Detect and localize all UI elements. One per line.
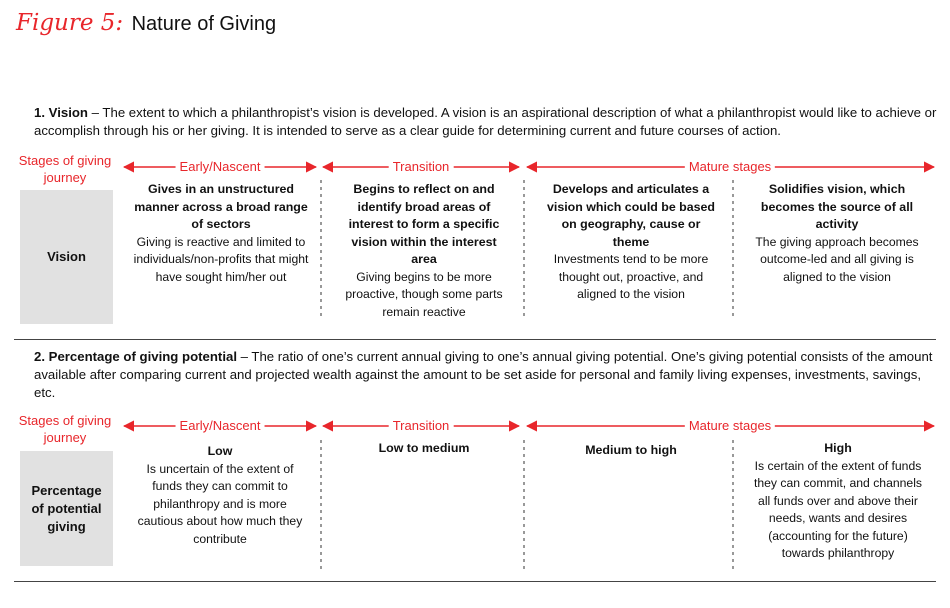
vision-description-text: – The extent to which a philanthropist’s vision is developed. A vision is an aspirational description of what a philanthropist would like to achieve or accomplish through his or her giving. It is intended to serve as a clear guide for determining current and future courses of action. — [34, 105, 937, 138]
stage-mature-2: Mature stages — [685, 418, 775, 434]
stage-mature-1: Mature stages — [685, 159, 775, 175]
potential-row-label: Percentage of potential giving — [20, 451, 113, 566]
potential-early-text: Is uncertain of the extent of funds they can commit to philanthropy and is more cautious about how much they contribute — [137, 461, 303, 546]
potential-description-text: – The ratio of one’s current annual giving to one’s annual giving potential. One’s giving potential consists of the amount available after comparing current and projected wealth against the amount to be set aside for personal and family living expenses, investments, savings, etc. — [34, 349, 933, 400]
potential-early-bold: Low — [207, 444, 233, 458]
potential-col-transition — [339, 440, 509, 458]
vision-col-advanced — [752, 181, 922, 286]
stages-label-1: Stages of giving journey — [18, 153, 112, 185]
vision-advanced-text: The giving approach becomes outcome-led and all giving is aligned to the vision — [755, 234, 919, 284]
vision-transition-bold: Begins to reflect on and identify broad areas of interest to form a specific vision within the interest area — [348, 182, 500, 266]
vision-description — [34, 104, 939, 140]
figure-label: Figure 5: — [16, 10, 124, 36]
potential-col-advanced — [747, 440, 929, 563]
vision-early-bold: Gives in an unstructured manner across a broad range of sectors — [134, 182, 308, 231]
vision-col-transition — [339, 181, 509, 321]
stage-transition-1: Transition — [389, 159, 454, 175]
vision-mature-text: Investments tend to be more thought out, proactive, and aligned to the vision — [553, 252, 709, 301]
bottom-divider — [14, 581, 936, 582]
vision-advanced-bold: Solidifies vision, which becomes the source of all activity — [760, 182, 914, 231]
stages-label-2: Stages of giving journey — [18, 413, 112, 445]
vision-heading: 1. Vision — [34, 105, 88, 120]
vision-col-early — [128, 181, 314, 286]
vision-col-mature — [545, 181, 717, 304]
potential-heading: 2. Percentage of giving potential — [34, 349, 237, 364]
stage-early-2: Early/Nascent — [176, 418, 265, 434]
potential-mature-bold: Medium to high — [585, 443, 677, 457]
vision-transition-text: Giving begins to be more proactive, though some parts remain reactive — [345, 269, 503, 319]
vision-mature-bold: Develops and articulates a vision which could be based on geography, cause or theme — [547, 182, 715, 249]
section-divider — [14, 339, 936, 340]
potential-col-mature — [545, 442, 717, 460]
stage-early-1: Early/Nascent — [176, 159, 265, 175]
potential-description — [34, 348, 939, 402]
vision-early-text: Giving is reactive and limited to individuals/non-profits that might have sought him/her out — [133, 234, 309, 284]
potential-advanced-bold: High — [824, 441, 852, 455]
figure-name: Nature of Giving — [131, 13, 277, 35]
vision-row-label: Vision — [20, 190, 113, 324]
stage-transition-2: Transition — [389, 418, 454, 434]
potential-col-early — [135, 443, 305, 548]
potential-advanced-text: Is certain of the extent of funds they can commit, and channels all funds over and above their needs, wants and desires (accounting for the future) towards philanthropy — [753, 458, 922, 560]
potential-transition-bold: Low to medium — [378, 441, 470, 455]
